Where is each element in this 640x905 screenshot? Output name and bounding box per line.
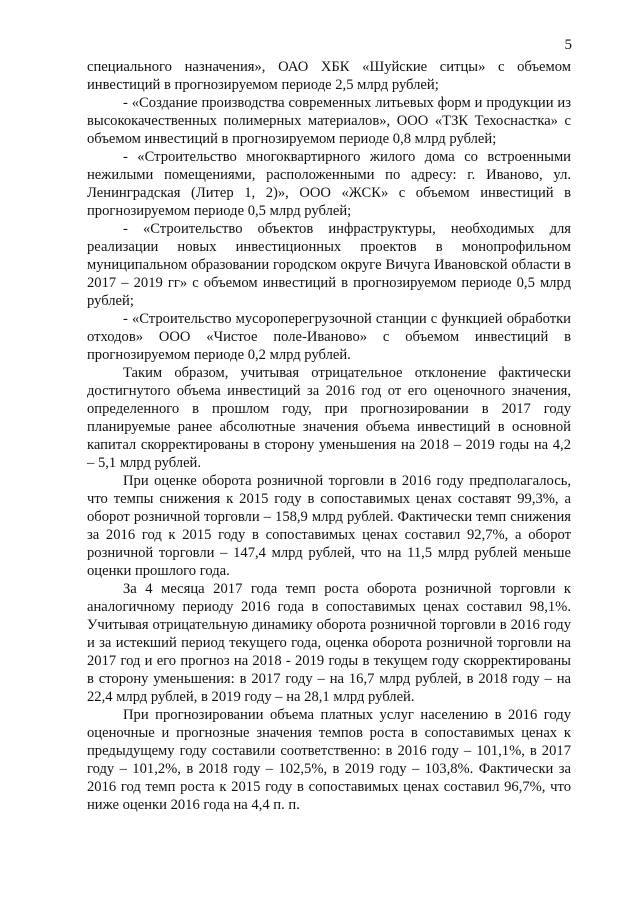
paragraph: специального назначения», ОАО ХБК «Шуйские ситцы» с объемом инвестиций в прогнозируемом периоде 2,5 млрд рублей; xyxy=(87,59,571,93)
paragraph: - «Строительство мусороперегрузочной станции с функцией обработки отходов» ООО «Чистое поле-Иваново» с объемом инвестиций в прогнозируемом периоде 0,2 млрд рублей. xyxy=(87,311,571,363)
paragraph: - «Строительство многоквартирного жилого дома со встроенными нежилыми помещениями, расположенными по адресу: г. Иваново, ул. Ленинградская (Литер 1, 2)», ООО «ЖСК» с объемом инвестиций в прогнозируемом периоде 0,5 млрд рублей; xyxy=(87,149,571,219)
paragraph: За 4 месяца 2017 года темп роста оборота розничной торговли к аналогичному периоду 2016 года в сопоставимых ценах составил 98,1%. Учитывая отрицательную динамику оборота розничной торговли в 2016 году и за истекший период текущего года, оценка оборота розничной торговли на 2017 год и его прогноз на 2018 - 2019 годы в текущем году скорректированы в сторону уменьшения: в 2017 году – на 16,7 млрд рублей, в 2018 году – на 22,4 млрд рублей, в 2019 году – на 28,1 млрд рублей. xyxy=(87,581,571,705)
page-number: 5 xyxy=(564,37,572,53)
document-body xyxy=(87,58,571,814)
paragraph: Таким образом, учитывая отрицательное отклонение фактически достигнутого объема инвестиций за 2016 год от его оценочного значения, определенного в прошлом году, при прогнозировании в 2017 году планируемые ранее абсолютные значения объема инвестиций в основной капитал скорректированы в сторону уменьшения на 2018 – 2019 годы на 4,2 – 5,1 млрд рублей. xyxy=(87,365,571,471)
paragraph: При оценке оборота розничной торговли в 2016 году предполагалось, что темпы снижения к 2015 году в сопоставимых ценах составят 99,3%, а оборот розничной торговли – 158,9 млрд рублей. Фактически темп снижения за 2016 год к 2015 году в сопоставимых ценах составил 92,7%, а оборот розничной торговли – 147,4 млрд рублей, что на 11,5 млрд рублей меньше оценки прошлого года. xyxy=(87,473,571,579)
paragraph: - «Создание производства современных литьевых форм и продукции из высококачественных полимерных материалов», ООО «ТЗК Техоснастка» с объемом инвестиций в прогнозируемом периоде 0,8 млрд рублей; xyxy=(87,95,571,147)
paragraph: - «Строительство объектов инфраструктуры, необходимых для реализации новых инвестиционных проектов в монопрофильном муниципальном образовании городском округе Вичуга Ивановской области в 2017 – 2019 гг» с объемом инвестиций в прогнозируемом периоде 0,5 млрд рублей; xyxy=(87,221,571,309)
paragraph: При прогнозировании объема платных услуг населению в 2016 году оценочные и прогнозные значения темпов роста в сопоставимых ценах к предыдущему году составили соответственно: в 2016 году – 101,1%, в 2017 году – 101,2%, в 2018 году – 102,5%, в 2019 году – 103,8%. Фактически за 2016 год темп роста к 2015 году в сопоставимых ценах составил 96,7%, что ниже оценки 2016 года на 4,4 п. п. xyxy=(87,707,571,813)
